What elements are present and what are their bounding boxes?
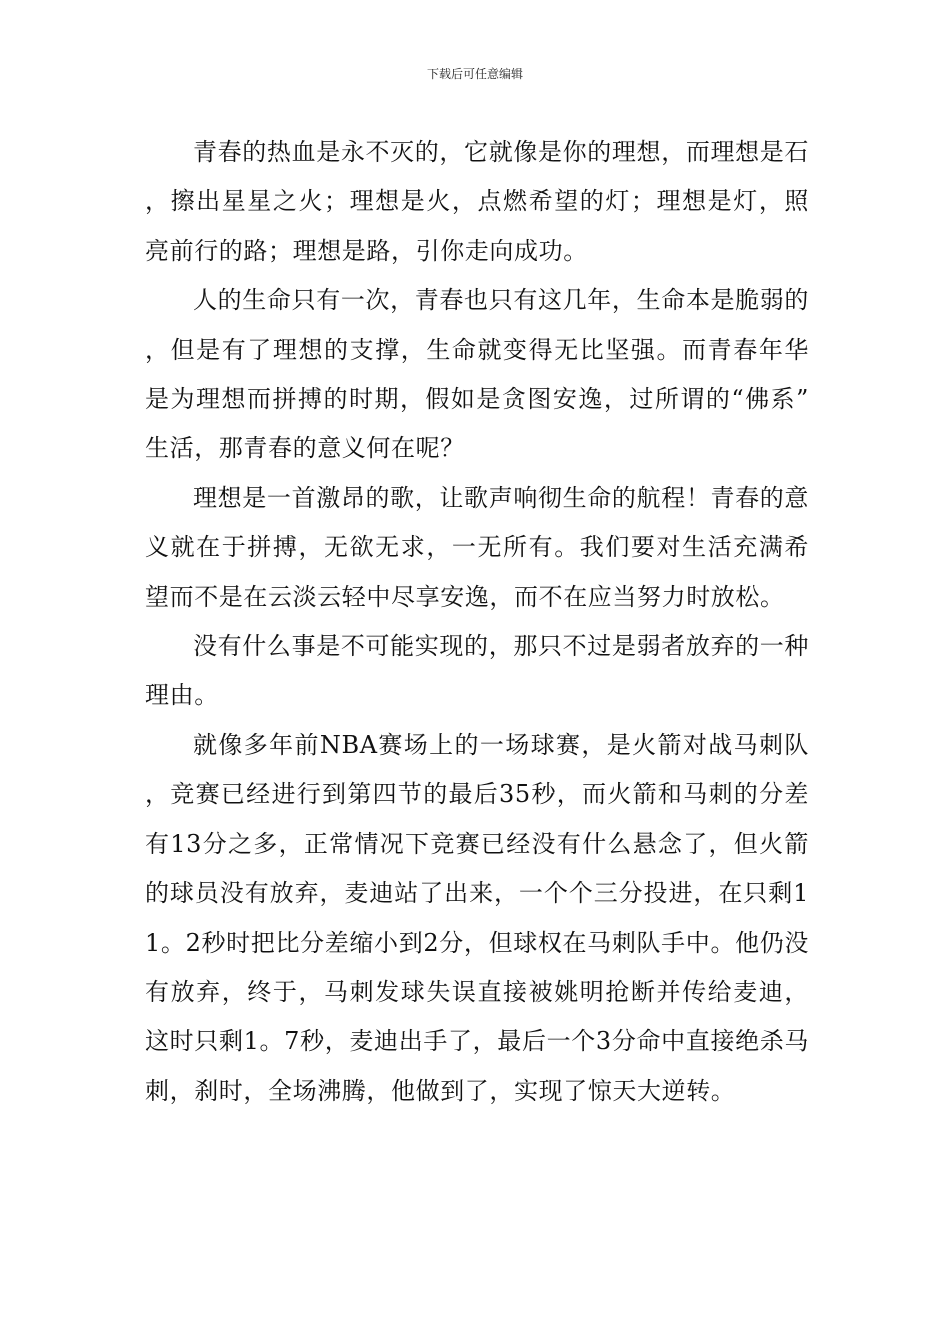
- paragraph: 理想是一首激昂的歌，让歌声响彻生命的航程！青春的意义就在于拼搏，无欲无求，一无所有。我们要对生活充满希望而不是在云淡云轻中尽享安逸，而不在应当努力时放松。: [145, 483, 809, 611]
- paragraph: 没有什么事是不可能实现的，那只不过是弱者放弃的一种理由。: [145, 632, 809, 710]
- paragraph: 就像多年前NBA赛场上的一场球赛，是火箭对战马刺队，竞赛已经进行到第四节的最后35秒，而火箭和马刺的分差有13分之多，正常情况下竞赛已经没有什么悬念了，但火箭的球员没有放弃，麦迪站了出来，一个个三分投进，在只剩11。2秒时把比分差缩小到2分，但球权在马刺队手中。他仍没有放弃，终于，马刺发球失误直接被姚明抢断并传给麦迪，这时只剩1。7秒，麦迪出手了，最后一个3分命中直接绝杀马刺，刹时，全场沸腾，他做到了，实现了惊天大逆转。: [145, 730, 809, 1105]
- document-body: [145, 128, 809, 1116]
- paragraph: 人的生命只有一次，青春也只有这几年，生命本是脆弱的，但是有了理想的支撑，生命就变得无比坚强。而青春年华是为理想而拼搏的时期，假如是贪图安逸，过所谓的“佛系”生活，那青春的意义何在呢？: [145, 286, 809, 463]
- paragraph: 青春的热血是永不灭的，它就像是你的理想，而理想是石，擦出星星之火；理想是火，点燃希望的灯；理想是灯，照亮前行的路；理想是路，引你走向成功。: [145, 138, 809, 265]
- page-header: 下载后可任意编辑: [426, 67, 523, 81]
